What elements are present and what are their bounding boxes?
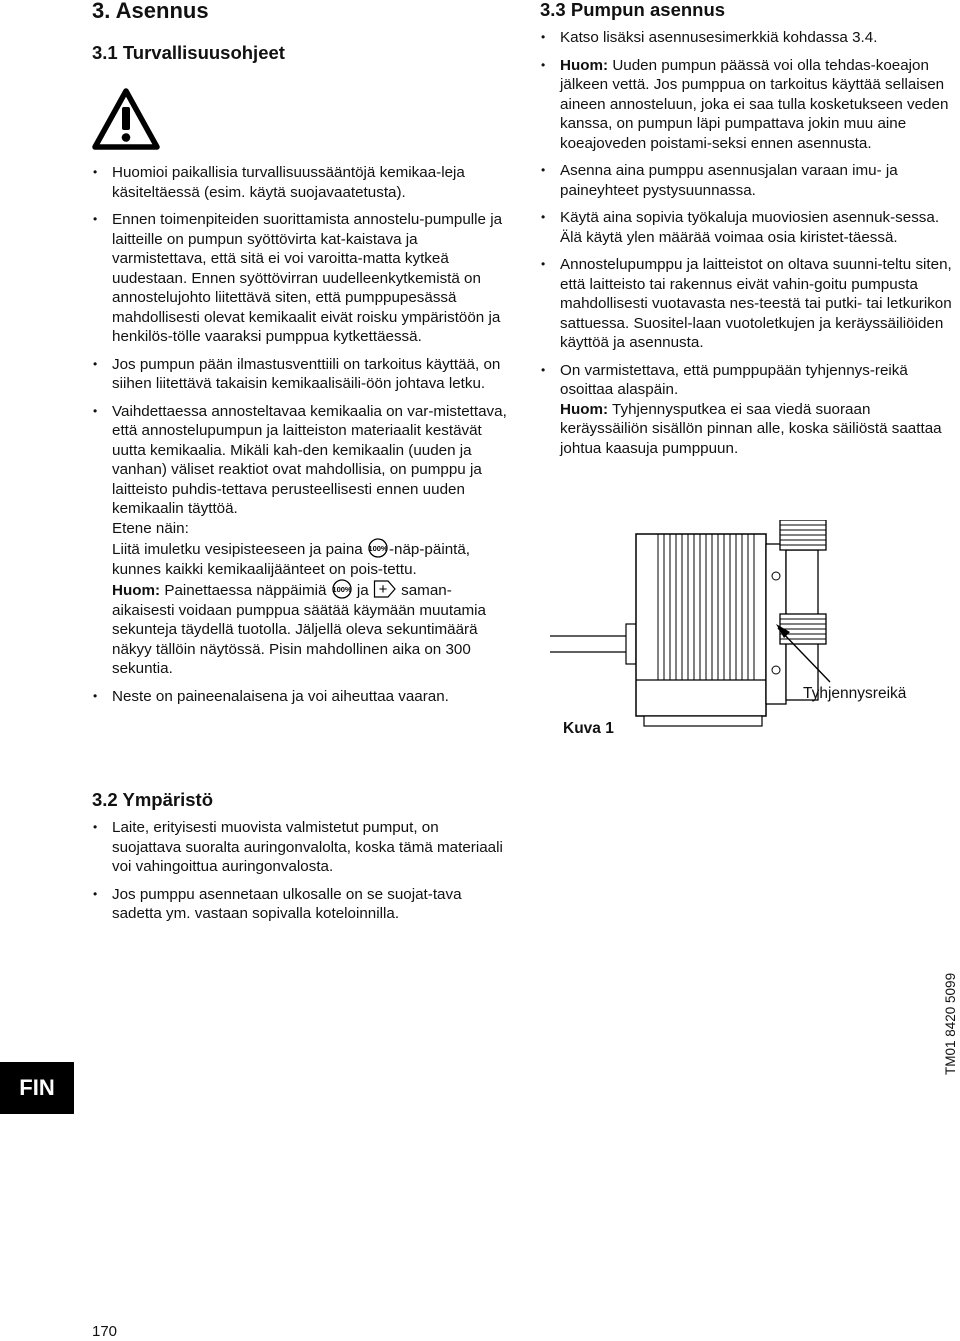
pump-list [540, 28, 960, 466]
list-item: • Käytä aina sopivia työkaluja muoviosien asennuk-sessa. Älä käytä ylen määrää voimaa osia kiristet-täessä. [540, 208, 960, 247]
list-item: • Jos pumpun pään ilmastusventtiili on tarkoitus käyttää, on siihen liitettävä takaisin kemikaalisäili-öön johtava letku. [92, 355, 510, 394]
drawing-code: TM01 8420 5099 [943, 972, 958, 1075]
list-item [92, 402, 510, 679]
button-100-label: 100% [368, 543, 388, 553]
note-label: Huom: [560, 400, 609, 418]
list-item: • Huomioi paikallisia turvallisuussääntöjä kemikaa-leja käsiteltäessä (esim. käytä suojavaatetusta). [92, 163, 510, 202]
pump-heading: 3.3 Pumpun asennus [540, 0, 726, 20]
note-text: Tyhjennysputkea ei saa viedä suoraan keräyssäiliön sisällön pinnan alle, koska säiliöstä saattaa johtua kaasuja pumppuun. [560, 400, 942, 457]
warning-triangle-icon [92, 88, 160, 150]
list-item: • Jos pumppu asennetaan ulkosalle on se suojat-tava sadetta ym. vastaan sopivalla koteloinnilla. [92, 885, 510, 924]
button-100-label: 100% [332, 584, 352, 594]
note-text-start: Painettaessa näppäimiä [160, 582, 331, 599]
safety-heading: 3.1 Turvallisuusohjeet [92, 42, 285, 63]
plus-button-label: + [378, 581, 388, 598]
note-label: Huom: [560, 56, 609, 74]
plus-button-icon [373, 579, 397, 599]
pump-drawing [540, 520, 960, 750]
note-text: Uuden pumpun päässä voi olla tehdas-koeajon jälkeen vettä. Jos pumppua on tarkoitus käyttää sellaisen aineen annosteluun, joka ei saa tulla kosketukseen veden kanssa, on pumpun läpi pumpattava jokin muu aine koeajoveden poistami-seksi ennen asennusta. [560, 56, 949, 152]
page-number: 170 [92, 1323, 118, 1340]
drain-hole-text: On varmistettava, että pumppupään tyhjennys-reikä osoittaa alaspäin. [560, 361, 908, 398]
list-item: • Katso lisäksi asennusesimerkkiä kohdassa 3.4. [540, 28, 960, 48]
figure-caption: Kuva 1 [563, 720, 614, 737]
safety-list [92, 163, 510, 714]
language-tab: FIN [0, 1062, 74, 1114]
note-label: Huom: [112, 582, 161, 599]
list-item: • Neste on paineenalaisena ja voi aiheuttaa vaaran. [92, 687, 510, 707]
note-text-and: ja [352, 582, 373, 599]
drain-hole-label: Tyhjennysreikä [803, 685, 907, 702]
environment-list [92, 818, 510, 932]
button-100-icon [331, 579, 353, 599]
note-text-end: saman-aikaisesti voidaan pumppua säätää käymään muutamia sekunteja täydellä tuotolla. Jäljellä oleva sekuntimäärä näkyy tällöin näytössä. Pisin mahdollinen aika on 300 sekuntia. [112, 582, 486, 677]
procedure-intro: Etene näin: [112, 519, 189, 537]
flush-instruction-end: -näp-päintä, kunnes kaikki kemikaalijäänteet on pois-tettu. [112, 541, 471, 578]
list-item: • Ennen toimenpiteiden suorittamista annostelu-pumpulle ja laitteille on pumpun syöttövirta kat-kaistava ja varmistettava, että sitä ei voi varoitta-matta kytkeä uudestaan. Ennen syöttövirran uudelleenkytkemistä on annostelujohto liitettävä siten, että pumppupesässä mahdollisesti olevat kemikaalit eivät roisku ympäristöön ja henkilös-tölle vaaraksi pumppua kytkettäessä. [92, 210, 510, 347]
section-title: 3. Asennus [92, 0, 209, 23]
environment-heading: 3.2 Ympäristö [92, 789, 213, 810]
chemical-change-text: Vaihdettaessa annosteltavaa kemikaalia on var-mistettava, että annostelupumpun ja laitteiston materiaalit kestävät uutta kemikaalia. Mikäli kah-den kemikaalin (uuden ja vanhan) väliset reaktiot ovat mahdollisia, on pumppu ja laitteisto puhdis-tettava perusteellisesti ennen uuden kemikaalin täyttöä. [112, 402, 507, 517]
list-item [540, 361, 960, 459]
button-100-icon [367, 538, 389, 558]
flush-instruction-start: Liitä imuletku vesipisteeseen ja paina [112, 541, 367, 558]
list-item: • Asenna aina pumppu asennusjalan varaan imu- ja paineyhteet pystysuunnassa. [540, 161, 960, 200]
list-item: • Annostelupumppu ja laitteistot on oltava suunni-teltu siten, että laitteisto tai rakennus eivät vahin-goitu pumpusta mahdollisesti vuotavasta nes-teestä tai putki- tai letkurikon sattuessa. Suositel-laan vuotoletkujen ja keräyssäiliöiden käyttöä ja asennusta. [540, 255, 960, 353]
list-item [540, 56, 960, 154]
list-item: • Laite, erityisesti muovista valmistetut pumput, on suojattava suoralta auringonvalolta, koska tämä materiaali voi vahingoittua auringonvalosta. [92, 818, 510, 877]
